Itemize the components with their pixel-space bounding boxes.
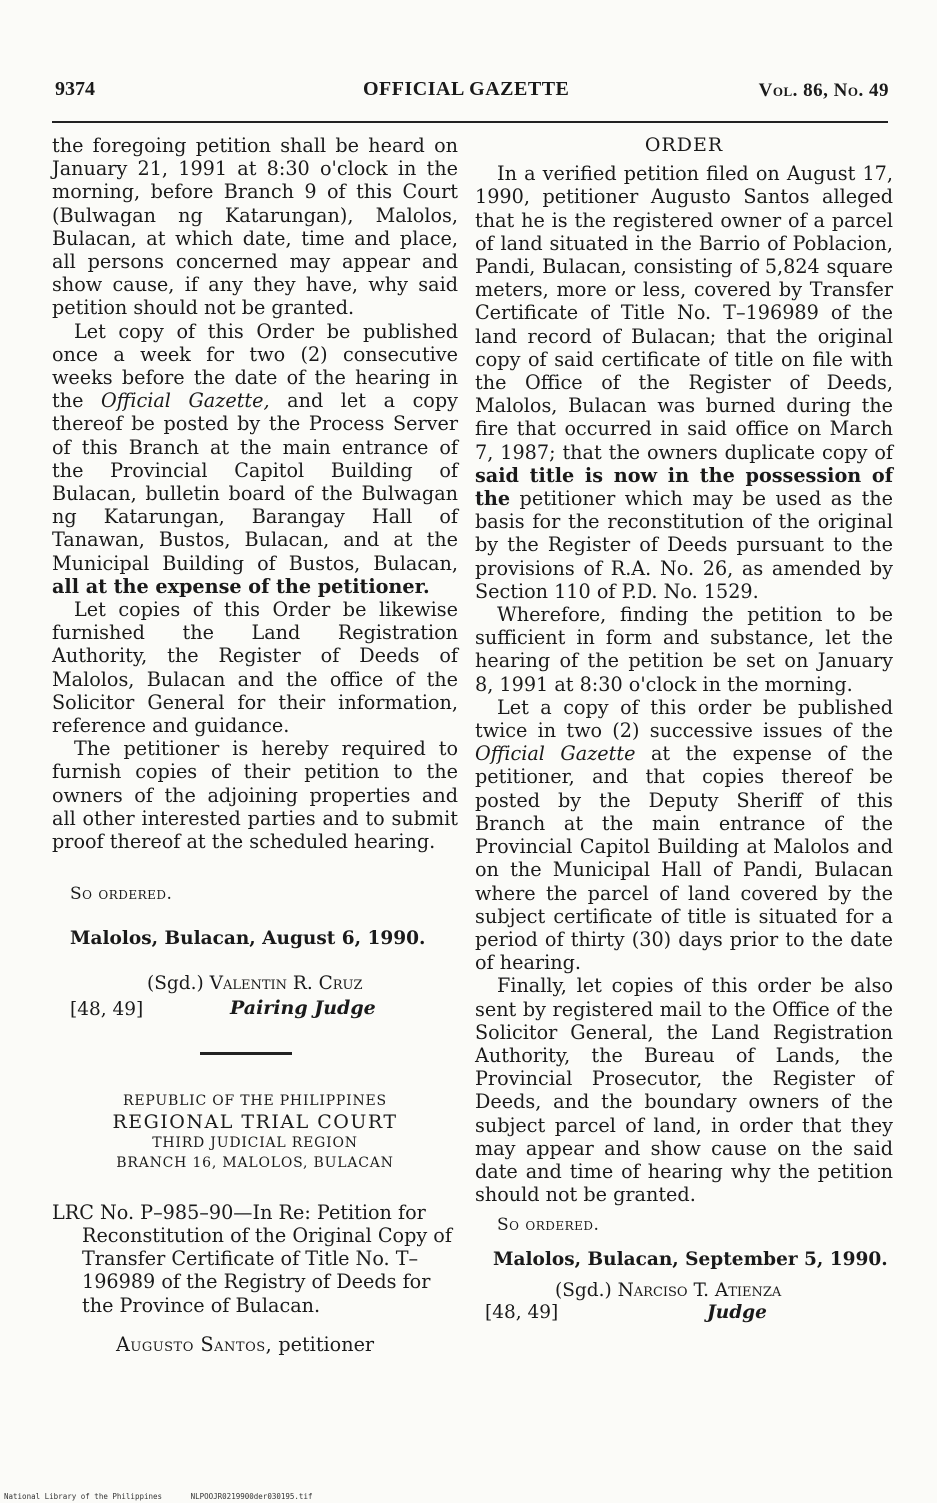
petitioner-line [52, 1333, 458, 1356]
right-paragraph-1 [475, 162, 893, 603]
left-paragraph-4: The petitioner is hereby required to furnish copies of their petition to the owners of the adjoining properties and all other interested parties and to submit proof thereof at the scheduled hearing. [52, 737, 458, 854]
case-caption: LRC No. P–985–90—In Re: Petition for Reconstitution of the Original Copy of Transfer Certificate of Title No. T–196989 of the Registry of Deeds for the Province of Bulacan. [52, 1200, 452, 1317]
right-paragraph-1-bold: said title is now in the possession of the [475, 463, 893, 511]
petitioner-name: Augusto Santos, [116, 1332, 273, 1356]
left-paragraph-3: Let copies of this Order be likewise furnished the Land Registration Authority, the Register of Deeds of Malolos, Bulacan and the office of the Solicitor General for their information, reference and guidance. [52, 598, 458, 738]
right-paragraph-4: Finally, let copies of this order be also sent by registered mail to the Office of the Solicitor General, the Land Registration Authority, the Bureau of Lands, the Provincial Prosecutor, the Register of Deeds, and the boundary owners of the subject parcel of land, in order that they may appear and show cause on the said date and time of hearing why the petition should not be granted. [475, 974, 893, 1207]
right-signature-line [555, 1279, 781, 1302]
right-judge-name: Narciso T. Atienza [617, 1279, 782, 1301]
left-issue-ref: [48, 49] [70, 998, 144, 1020]
court-republic: REPUBLIC OF THE PHILIPPINES [123, 1092, 387, 1109]
left-paragraph-1: the foregoing petition shall be heard on January 21, 1991 at 8:30 o'clock in the morning, before Branch 9 of this Court (Bulwagan ng Katarungan), Malolos, Bulacan, at which date, time and place, all persons concerned may appear and show cause, if any they have, why said petition should not be granted. [52, 134, 458, 320]
right-gazette-name: Official Gazette [475, 742, 636, 766]
left-paragraph-2 [52, 320, 458, 598]
footer-library: National Library of the Philippines [4, 1492, 163, 1501]
left-signature-line [147, 972, 363, 995]
right-place-date: Malolos, Bulacan, September 5, 1990. [493, 1248, 888, 1270]
header-rule [52, 121, 888, 123]
left-sgd: (Sgd.) [147, 972, 204, 994]
left-signature-block [52, 972, 458, 1024]
right-so-ordered: So ordered. [497, 1215, 600, 1236]
court-branch: BRANCH 16, MALOLOS, BULACAN [116, 1154, 394, 1171]
footer-file: NLPOOJR0219900der030195.tif [190, 1492, 313, 1501]
left-paragraph-2-text-b: and let a copy thereof be posted by the Process Server of this Branch at the main entrance of the Provincial Capitol Building of Bulacan, bulletin board of the Bulwagan ng Katarungan, Barangay Hall of Tanawan, Bustos, Bulacan, and at the Municipal Building of Bustos, Bulacan, [52, 389, 458, 575]
court-name: REGIONAL TRIAL COURT [112, 1110, 398, 1133]
court-heading [52, 1091, 458, 1173]
right-paragraph-3-text-a: Let a copy of this order be published twice in two (2) successive issues of the [475, 695, 893, 743]
left-gazette-name: Official Gazette, [101, 389, 270, 413]
left-so-ordered: So ordered. [70, 884, 173, 905]
left-place-date: Malolos, Bulacan, August 6, 1990. [70, 927, 426, 949]
volume-number: Vol. 86, No. 49 [758, 80, 889, 101]
right-issue-ref: [48, 49] [485, 1301, 559, 1323]
petitioner-role: petitioner [272, 1332, 375, 1356]
right-signature-block [475, 1279, 893, 1331]
court-region: THIRD JUDICIAL REGION [152, 1134, 358, 1151]
page-header [55, 78, 889, 104]
left-judge-name: Valentin R. Cruz [209, 972, 363, 994]
right-paragraph-1-text-b: petitioner which may be used as the basis for the reconstitution of the original by the Register of Deeds pursuant to the provisions of R.A. No. 26, as amended by Section 110 of P.D. No. 1529. [475, 487, 893, 603]
right-judge-title: Judge [707, 1301, 767, 1323]
right-paragraph-1-text-a: In a verified petition filed on August 17, 1990, petitioner Augusto Santos alleged that he is the registered owner of a parcel of land situated in the Barrio of Poblacion, Pandi, Bulacan, consisting of 5,824 square meters, more or less, covered by Transfer Certificate of Title No. T–196989 of the land record of Bulacan; that the original copy of said certificate of title on file with the Office of the Register of Deeds, Malolos, Bulacan was burned during the fire that occurred in said office on March 7, 1987; that the owners duplicate copy of [475, 162, 893, 464]
left-paragraph-2-bold: all at the expense of the petitioner. [52, 574, 430, 598]
right-paragraph-2: Wherefore, finding the petition to be sufficient in form and substance, let the hearing of the petition be set on January 8, 1991 at 8:30 o'clock in the morning. [475, 603, 893, 696]
left-paragraph-2-text-a: Let copy of this Order be published once a week for two (2) consecutive weeks before the date of the hearing in the [52, 319, 458, 413]
order-heading: ORDER [644, 134, 724, 156]
scan-footer [4, 1492, 336, 1501]
left-judge-title: Pairing Judge [230, 996, 376, 1019]
right-sgd: (Sgd.) [555, 1279, 612, 1301]
right-paragraph-3 [475, 696, 893, 974]
section-divider [200, 1052, 292, 1055]
publication-title: OFFICIAL GAZETTE [363, 78, 570, 100]
page-number: 9374 [55, 78, 95, 100]
right-paragraph-3-text-b: at the expense of the petitioner, and that copies thereof be posted by the Deputy Sheriff of this Branch at the main entrance of the Provincial Capitol Building at Malolos and on the Municipal Hall of Pandi, Bulacan where the parcel of land covered by the subject certificate of title is situated for a period of thirty (30) days prior to the date of hearing. [475, 742, 893, 975]
left-column [52, 134, 458, 1356]
right-column [475, 134, 893, 1331]
